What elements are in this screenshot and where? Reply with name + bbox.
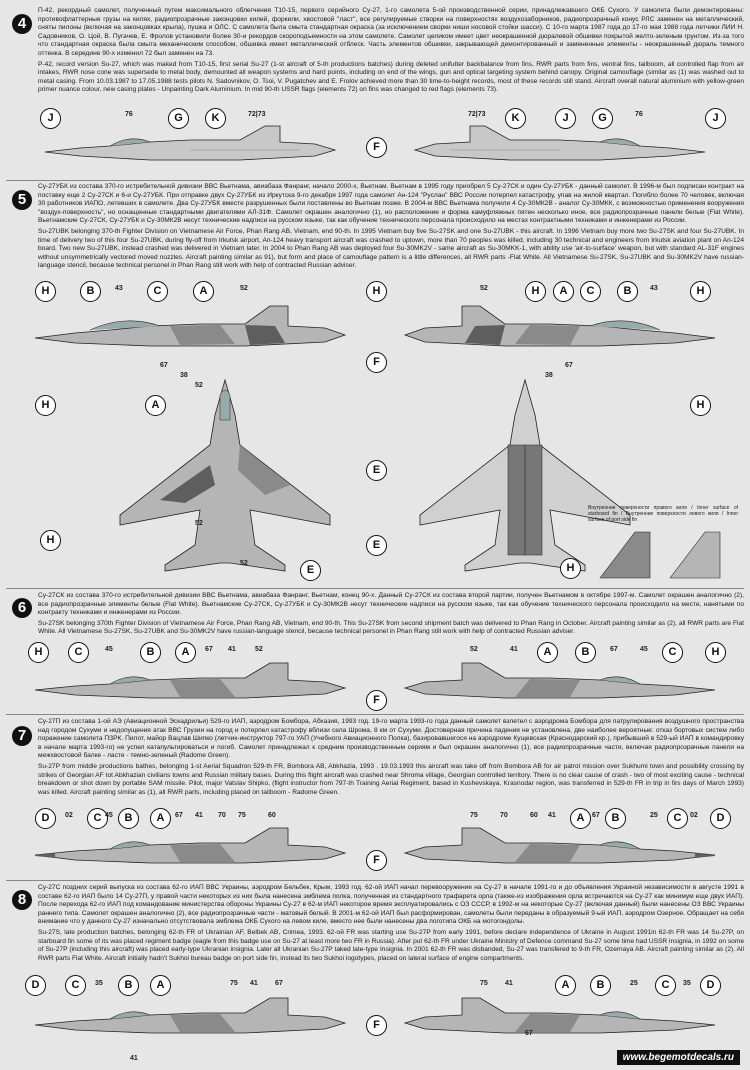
decal-tag: 67	[160, 362, 168, 369]
decal-tag: 76	[125, 111, 133, 118]
callout-C: C	[580, 281, 601, 302]
section-5-text	[38, 183, 744, 283]
callout-A: A	[537, 642, 558, 663]
section-8-en: Su-27S, late production batches, belonging 62-th FR of Ukrainian AF, Belbek AB, Crimea, 1993. 62-ой FR was starting use Su-27P from early 1991, before declare independence of Ukraine in August 1991in 62-th FR was 14 Su-27P, on starboard fin some of its was placed regiment badge (eagle from this badge use on Su-27 at least more two FR in Russia). After put 62-th FR under Ukraine Ministry of Defence command Su-27 some time had USSR insignia, in 1992 on some of Su-27P (including this aircraft) was placed early-type Ukranian insignia. Later all Ukranian Su-27P taked late-type Insignia. In 2001 62-th FR was disbanded, Su-27 was transfered to 9-th FR, Ozernaya AB. Aircraft painting similar as (2). All RWR parts Flat White. Aircraft initially hadn't Sukhoi bureau badge on port side fin, instead its two Sukhoi logotypes, placed on lateral surface of engine compartments.	[38, 928, 744, 962]
su27sk-side-profile-left-6	[30, 660, 350, 710]
callout-A: A	[193, 281, 214, 302]
decal-tag: 70	[218, 812, 226, 819]
decal-tag: 75	[230, 980, 238, 987]
callout-H: H	[35, 281, 56, 302]
section-number-7: 7	[12, 726, 32, 746]
callout-J: J	[40, 108, 61, 129]
decal-tag: 41	[195, 812, 203, 819]
decal-tag: 52	[195, 382, 203, 389]
section-number-6: 6	[12, 598, 32, 618]
section-8-ru: Су-27С поздних серий выпуска из состава 62-го ИАП ВВС Украины, аэродром Бельбек, Крым, 1993 год. 62-ой ИАП начал перевооружение на Су-27 в начале 1991-го и до объявления Украиной независимости в августе 1991 в составе 62-го ИАП было 14 Су-27П, у правой части некоторых из них была нанесена эмблема полка, полученная из стандартного трафарета орла (также-из изображения орла встречаются на Су-27 как минимум еще двух ИАП). После перехода 62-го ИАП под командование министерства обороны Украины Су-27 в 62-м ИАП некоторое время эксплуатировались с ОЗ СССР, в 1992-м на некоторые Су-27 (включая данный) были нанесены ОЗ ВВС Украины раннего типа. Самолет окрашен аналогично (2), все радиопрозрачные части - матовый белый. В 2001-м 62-ой ИАП был расформирован, самолеты были переданы в образуемый 9-ый ИАП, аэродром Озерное. Обращает на себя внимание что у данного Су-27 изначально отсутствовала эмблема ОКБ Сухого на левом киле, вместо нее были нанесены два логотипа ОКБ на мотогондолы.	[38, 884, 744, 926]
callout-D: D	[700, 975, 721, 996]
decal-tag: 25	[630, 980, 638, 987]
callout-H: H	[525, 281, 546, 302]
section-4-ru: П-42, рекордный самолет, полученный путем максимального облегчения Т10-15, первого серийного Су-27, 1-го самолета 5-ой производственной серии, принадлежавшего ОКБ Сухого. У самолета были демонтированы: противофлаттерные грузы на килях, радиопрозрачные законцовки килей, форкили, хвостовой "ласт", все регулируемые створки на поверхностях воздухозаборников, радиопрозрачный конус РЛС заменен на металлический, сняты пилоны (включая на законцовках крыла), пушка и ОЛС. С самолета была смыта стандартная окраска (за исключением сворки ниши носовой стойки шасси). С 10-го марта 1987 года до 17-го мая 1988 года летчики ЛИИ Н. Садовников, О. Цой, В. Пугачев, Е. Фролов установили более 30-и рекордов скороподъемности на этом самолете. Самолет целиком имеет цвет неокрашенной дюралевой обшивки покрытой желто-зеленым грунтом. Из-за того что стандартная окраска была смыта механическим способом, обшивка имеет металлический отблеск. Часть элементов обшивки, закрывающей демонтированный и замененные элементы - неокрашенный дюраль темного оттенка. В середине 90-х изменил 72 был заменен на 73.	[38, 7, 744, 57]
decal-tag: 76	[635, 111, 643, 118]
callout-B: B	[118, 808, 139, 829]
section-5-ru: Су-27УБК из состава 370-го истребительной дивизии ВВС Вьетнама, авиабаза Фанранг, начало 2000-х, Вьетнам. Вьетнам в 1995 году приобрел 5 Су-27СК и один Су-27УБК - данный самолет. В 1996-м был подписан контракт на поставку еще 2 Су-27СК и 6-и Су-27УБК. При отправке двух Су-27УБК из Иркутска 9-го декабря 1997 года самолет Ан-124 "Руслан" ВВС России потерпел катастрофу, упав на жилой квартал. Погибло более 70 человек, включая 30 работников ИАПО, летевших в самолете. Два Су-27УБК вместе разрушенных были поставлены во Вьетнам позже. В 2004-м ВВС Вьетнама получили 4 Су-30МК2В - аналог Су-30МКК, с возможностью применения вооружения "воздух-поверхность", но оснащенные стандартными двигателями АЛ-31Ф. Самолет окрашен аналогично (1), но расположение и форма камуфляжных пятен несколько иное, все радиопрозрачные панели белые (Flat White). Вьетнамские Су-27СК, Су-27УБК и Су-30МК2В несут технические надписи на русском языке, так как обучение технического персонала происходило на местах контрактными техниками и инженерами из России.	[38, 183, 744, 225]
section-number-8: 8	[12, 890, 32, 910]
decal-tag: 52	[240, 560, 248, 567]
decal-tag: 75	[238, 812, 246, 819]
su27p-side-profile-right-7	[400, 825, 720, 875]
section-8-text	[38, 884, 744, 972]
callout-G: G	[168, 108, 189, 129]
callout-H: H	[40, 530, 61, 551]
callout-E: E	[366, 460, 387, 481]
decal-tag: 45	[105, 646, 113, 653]
section-4-en: P-42, record version Su-27, which was maked from T10-15, first serial Su-27 (1-st aircraft of 5-th productions batches) during deleted unifutter backbalance from fins, RWR parts from fins, ventral fins, tailboom, all controlled flap from air intakes, RWR nose cone was supersede to metal body, demounted all weapon systems and hard points, including on end of the wings, gun and optical targeting system behind canopy. Original camouflage (similar as (1) was washed out to metal casing. From 10.03.1987 to 17.05.1988 tests pilots N. Sadovnikov, O. Tsoi, V. Pugatchev and E. Frolov achieved more than 30 time-to-height records, most of these records still stand. Aircraft overall natural aluminium with yellow-green primer nuance colour, new casing plates - Unpainting Dark Aluminium. In mid 90-th USSR flags (elements 72) on fins was changed to red flags (elements 73).	[38, 60, 744, 94]
divider	[6, 714, 744, 715]
decal-tag: 70	[500, 812, 508, 819]
callout-A: A	[145, 395, 166, 416]
website-url[interactable]: www.begemotdecals.ru	[617, 1050, 740, 1065]
section-4-text	[38, 7, 744, 110]
decal-tag: 41	[510, 646, 518, 653]
callout-D: D	[25, 975, 46, 996]
callout-A: A	[150, 975, 171, 996]
decal-tag: 38	[545, 372, 553, 379]
callout-H: H	[705, 642, 726, 663]
callout-H: H	[28, 642, 49, 663]
decal-tag: 67	[610, 646, 618, 653]
decal-tag: 67	[525, 1030, 533, 1037]
decal-tag: 52	[480, 285, 488, 292]
section-number-4: 4	[12, 14, 32, 34]
callout-B: B	[605, 808, 626, 829]
callout-J: J	[705, 108, 726, 129]
decal-tag: 67	[565, 362, 573, 369]
decal-tag: 72|73	[248, 111, 266, 118]
callout-C: C	[147, 281, 168, 302]
callout-H: H	[690, 395, 711, 416]
decal-tag: 67	[175, 812, 183, 819]
decal-tag: 43	[650, 285, 658, 292]
callout-A: A	[175, 642, 196, 663]
callout-A: A	[150, 808, 171, 829]
divider	[6, 880, 744, 881]
decal-tag: 41	[250, 980, 258, 987]
su27-side-profile-right-4	[410, 120, 710, 180]
decal-tag: 52	[195, 520, 203, 527]
callout-J: J	[555, 108, 576, 129]
callout-B: B	[617, 281, 638, 302]
su27ubk-side-profile-left-5	[30, 300, 350, 370]
callout-C: C	[655, 975, 676, 996]
callout-F: F	[366, 690, 387, 711]
callout-B: B	[118, 975, 139, 996]
section-5-en: Su-27UBK belonging 370-th Fighter Division on Vietnamese Air Force, Phan Rang AB, Vietnam, end 90-th. In 1995 Vietnam buy five Su-27SK and one Su-27UBK - this aircraft. In 1996 Vietnam buy more two Su-27SK and four Su-27UBK. In time of delivery two of this four Su-27UBK, during fly-off from Irkutsk airport, An-124 heavy transport aircraft was crashed to uptown, more than 70 peoples was killed, including 30 technical and engineers from Irkutsk aviation plant on An-124 board. Two new Su-27UBK, instead crashed was delivered in Vietnam later. In 2004 to Phan Rang AB was deployed four Su-30MK2V - same aircraft as Su-30MKK-1, with ability use 'air-to-surface' weapon, but with standard AL-31F engines without unsymmetrically vectored moved nozzles. Aircraft painting similar as 91), but form and place of camouflage pattern is a little differences, all RWR parts -Flat White. All Vietnamese Su-27SK, Su-27UBK and Su-30MK2V have russian-language stencil, because technical personel in Phan Rang still work with help of contracted Russian adviser.	[38, 227, 744, 270]
callout-A: A	[555, 975, 576, 996]
decal-tag: 41	[505, 980, 513, 987]
decal-tag: 60	[530, 812, 538, 819]
callout-A: A	[553, 281, 574, 302]
section-6-ru: Су-27СК из состава 370-го истребительной дивизии ВВС Вьетнама, авиабаза Фанранг, Вьетнам, конец 90-х. Данный Су-27СК из состава второй партии, получен Вьетнамом в октябре 1997-м. Самолет окрашен аналогично (2), все радиопрозрачные элементы белые (Flat White). Вьетнамские Су-27СК, Су-27УБК и Су-30МК2В несут технические надписи на русском языке, так как обучение технического персонала происходило на месте, нанятыми по контракту техниками и инженерами из России.	[38, 592, 744, 617]
su27ubk-top-view-5	[90, 375, 360, 575]
decal-tag: 02	[65, 812, 73, 819]
decal-tag: 38	[180, 372, 188, 379]
decal-tag: 67	[592, 812, 600, 819]
callout-C: C	[87, 808, 108, 829]
callout-K: K	[505, 108, 526, 129]
decal-tag: 52	[255, 646, 263, 653]
decal-tag: 41	[548, 812, 556, 819]
decal-tag: 25	[650, 812, 658, 819]
callout-F: F	[366, 850, 387, 871]
su27-side-profile-left-4	[40, 120, 340, 180]
section-7-en: Su-27P from middle productions bathes, belonging 1-st Aerial Squadron 529-th FR, Bombora AB, Abkhazia, 1993 . 19.03.1993 this aircraft was take off from Bombora AB for air patrol mission over Sukhumi town and possibility crossing by strikes of Georgian AF tot Abkhazian civilians towns and Russian military bases. During this flight aircraft was crashed near Shroma village, Georgian controlled territory. There is no clear cause of crash - two of most exciting cause - technical breakdown or shot down by portable SAM missile. Pilot, major Vatslav Shipko, (flight instructor from 797-th Training Aerial Regiment, based in Kushevskaya, Krasnodar region, was transferred in 529-th FR in trip in firs days of March 1993) was killed. Aircraft painting similar as (1), all RWR parts, including placed on tailboom - Radome Green.	[38, 762, 744, 796]
divider	[6, 588, 744, 589]
callout-A: A	[570, 808, 591, 829]
decal-tag: 02	[690, 812, 698, 819]
callout-F: F	[366, 137, 387, 158]
callout-H: H	[35, 395, 56, 416]
su27p-side-profile-left-7	[30, 825, 350, 875]
callout-C: C	[65, 975, 86, 996]
fin-detail-5	[590, 530, 730, 580]
decal-tag: 45	[105, 812, 113, 819]
section-6-text	[38, 592, 744, 642]
callout-C: C	[68, 642, 89, 663]
callout-B: B	[575, 642, 596, 663]
su27sk-side-profile-right-6	[400, 660, 720, 710]
divider	[6, 180, 744, 181]
su27ubk-side-profile-right-5	[400, 300, 720, 370]
section-number-5: 5	[12, 190, 32, 210]
callout-K: K	[205, 108, 226, 129]
decal-tag: 75	[470, 812, 478, 819]
decal-tag: 52	[470, 646, 478, 653]
decal-tag: 60	[268, 812, 276, 819]
callout-H: H	[366, 281, 387, 302]
callout-B: B	[590, 975, 611, 996]
callout-H: H	[690, 281, 711, 302]
callout-F: F	[366, 1015, 387, 1036]
decal-tag: 41	[228, 646, 236, 653]
decal-tag: 43	[115, 285, 123, 292]
callout-E: E	[366, 535, 387, 556]
callout-E: E	[300, 560, 321, 581]
section-7-text	[38, 718, 744, 806]
decal-tag: 75	[480, 980, 488, 987]
section-6-en: Su-27SK belonging 370th Fighter Division of Vietnamese Air Force, Phan Rang AB, Vietnam, end 90-th. This Su-27SK from second shipment batch was delivered to Phan Rang in October. Aircraft painting similar as (2), all RWR parts are Flat White. All Vietnamese Su-27SK, Su-27UBK and Su-30MK2V have russian-language stencil, because technical personel in Phan Rang still work with help of contracted Russian adviser.	[38, 619, 744, 636]
decal-tag: 67	[275, 980, 283, 987]
callout-D: D	[35, 808, 56, 829]
su27s-side-profile-right-8	[400, 995, 720, 1045]
decal-tag: 35	[95, 980, 103, 987]
decal-tag: 41	[130, 1055, 138, 1062]
callout-C: C	[662, 642, 683, 663]
su27s-side-profile-left-8	[30, 995, 350, 1045]
decal-tag: 67	[205, 646, 213, 653]
callout-H: H	[560, 558, 581, 579]
decal-tag: 45	[640, 646, 648, 653]
section-7-ru: Су-27П из состава 1-ой АЭ (Авиационной Эскадрильи) 529-го ИАП, аэродром Бомбора, Абхазия, 1993 год. 19-го марта 1993-го года данный самолет взлетел с аэродрома Бомбора для патрулирования воздушного пространства над городом Сухуми и недопущения атак ВВС Грузии на город и потерпел катастрофу вблизи села Шрома, 8 км от Сухуми. Достоверная причина падения не установлена, две наиболее вероятные: отказ бортовых систем либо поражение самолета ПЗРК. Пилот, майор Вацлав Шипко (летчик-инструктор 797-го УАП (Учебного Авиационного Полка), базировавшегося на аэродроме Кущевская (Краснодарский кр.), прибывший в 529-ый ИАП в командировку в начале марта 1993-го) не успел катапультироваться и погиб. Самолет принадлежал к средним производственным сериям и был окрашен аналогично (1), все радиопрозрачные части, включая радиопрозрачные панели на межхвостовой балке - ласте - темно-зеленый (Radome Green).	[38, 718, 744, 760]
decal-tag: 72|73	[468, 111, 486, 118]
decal-tag: 35	[683, 980, 691, 987]
callout-F: F	[366, 352, 387, 373]
callout-C: C	[667, 808, 688, 829]
callout-B: B	[140, 642, 161, 663]
decal-tag: 52	[240, 285, 248, 292]
fin-note: Внутренние поверхности правого киля / Inner surface of starboard fin / Внутренние поверхности левого киля / Inner surface of port side fin	[588, 505, 738, 523]
callout-B: B	[80, 281, 101, 302]
callout-G: G	[592, 108, 613, 129]
callout-D: D	[710, 808, 731, 829]
